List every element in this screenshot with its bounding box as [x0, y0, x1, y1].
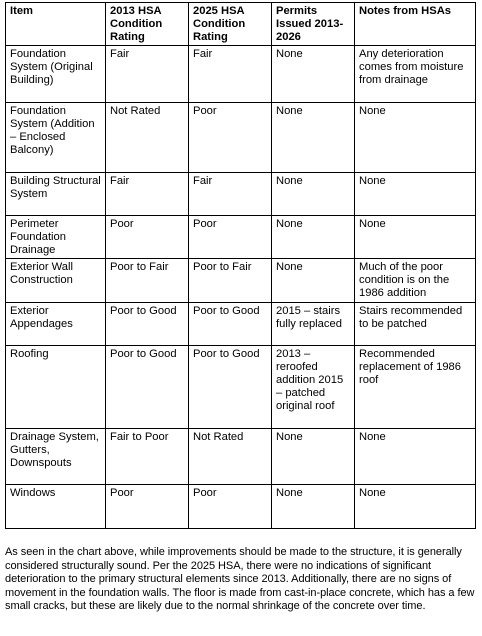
cell-permits: None [272, 46, 355, 103]
table-row [6, 46, 476, 103]
header-notes: Notes from HSAs [355, 3, 476, 46]
cell-notes: Much of the poor condition is on the 1986 addition [355, 259, 476, 303]
cell-permits: 2013 – reroofed addition 2015 – patched original roof [272, 346, 355, 429]
cell-2025-rating: Poor to Good [189, 346, 272, 429]
cell-2025-rating: Poor to Fair [189, 259, 272, 303]
cell-permits: None [272, 259, 355, 303]
summary-paragraph: As seen in the chart above, while improvements should be made to the structure, it is generally considered structurally sound. Per the 2025 HSA, there were no indications of significant deterioration to the primary structural elements since 2013. Additionally, there are no signs of movement in the foundation walls. The floor is made from cast-in-place concrete, which has a few small cracks, but these are likely due to the normal shrinkage of the concrete over time. [5, 546, 475, 613]
cell-2013-rating: Fair [106, 173, 189, 216]
cell-notes: None [355, 429, 476, 485]
cell-permits: 2015 – stairs fully replaced [272, 303, 355, 346]
cell-item: Perimeter Foundation Drainage [6, 216, 106, 259]
header-2013-rating: 2013 HSA Condition Rating [106, 3, 189, 46]
cell-permits: None [272, 485, 355, 529]
cell-item: Exterior Wall Construction [6, 259, 106, 303]
table-row [6, 429, 476, 485]
cell-notes: Stairs recommended to be patched [355, 303, 476, 346]
cell-permits: None [272, 216, 355, 259]
cell-item: Roofing [6, 346, 106, 429]
table-row [6, 346, 476, 429]
table-row [6, 259, 476, 303]
cell-item: Windows [6, 485, 106, 529]
cell-item: Building Structural System [6, 173, 106, 216]
cell-2025-rating: Poor [189, 216, 272, 259]
hsa-condition-table [5, 2, 476, 529]
cell-2013-rating: Poor to Fair [106, 259, 189, 303]
cell-2025-rating: Fair [189, 173, 272, 216]
cell-permits: None [272, 429, 355, 485]
cell-2013-rating: Fair to Poor [106, 429, 189, 485]
table-header-row [6, 3, 476, 46]
table-row [6, 173, 476, 216]
cell-permits: None [272, 103, 355, 173]
cell-2013-rating: Poor to Good [106, 303, 189, 346]
cell-notes: None [355, 173, 476, 216]
cell-2025-rating: Poor to Good [189, 303, 272, 346]
table-row [6, 216, 476, 259]
cell-item: Foundation System (Original Building) [6, 46, 106, 103]
cell-notes: None [355, 216, 476, 259]
cell-2013-rating: Poor [106, 485, 189, 529]
cell-item: Exterior Appendages [6, 303, 106, 346]
cell-item: Drainage System, Gutters, Downspouts [6, 429, 106, 485]
cell-permits: None [272, 173, 355, 216]
cell-notes: Recommended replacement of 1986 roof [355, 346, 476, 429]
header-2025-rating: 2025 HSA Condition Rating [189, 3, 272, 46]
cell-2013-rating: Not Rated [106, 103, 189, 173]
cell-notes: Any deterioration comes from moisture from drainage [355, 46, 476, 103]
table-row [6, 303, 476, 346]
cell-notes: None [355, 103, 476, 173]
cell-2025-rating: Not Rated [189, 429, 272, 485]
cell-2013-rating: Poor to Good [106, 346, 189, 429]
table-row [6, 485, 476, 529]
header-item: Item [6, 3, 106, 46]
cell-notes: None [355, 485, 476, 529]
cell-2013-rating: Fair [106, 46, 189, 103]
cell-item: Foundation System (Addition – Enclosed Balcony) [6, 103, 106, 173]
header-permits: Permits Issued 2013-2026 [272, 3, 355, 46]
cell-2025-rating: Poor [189, 485, 272, 529]
cell-2013-rating: Poor [106, 216, 189, 259]
table-row [6, 103, 476, 173]
cell-2025-rating: Poor [189, 103, 272, 173]
cell-2025-rating: Fair [189, 46, 272, 103]
